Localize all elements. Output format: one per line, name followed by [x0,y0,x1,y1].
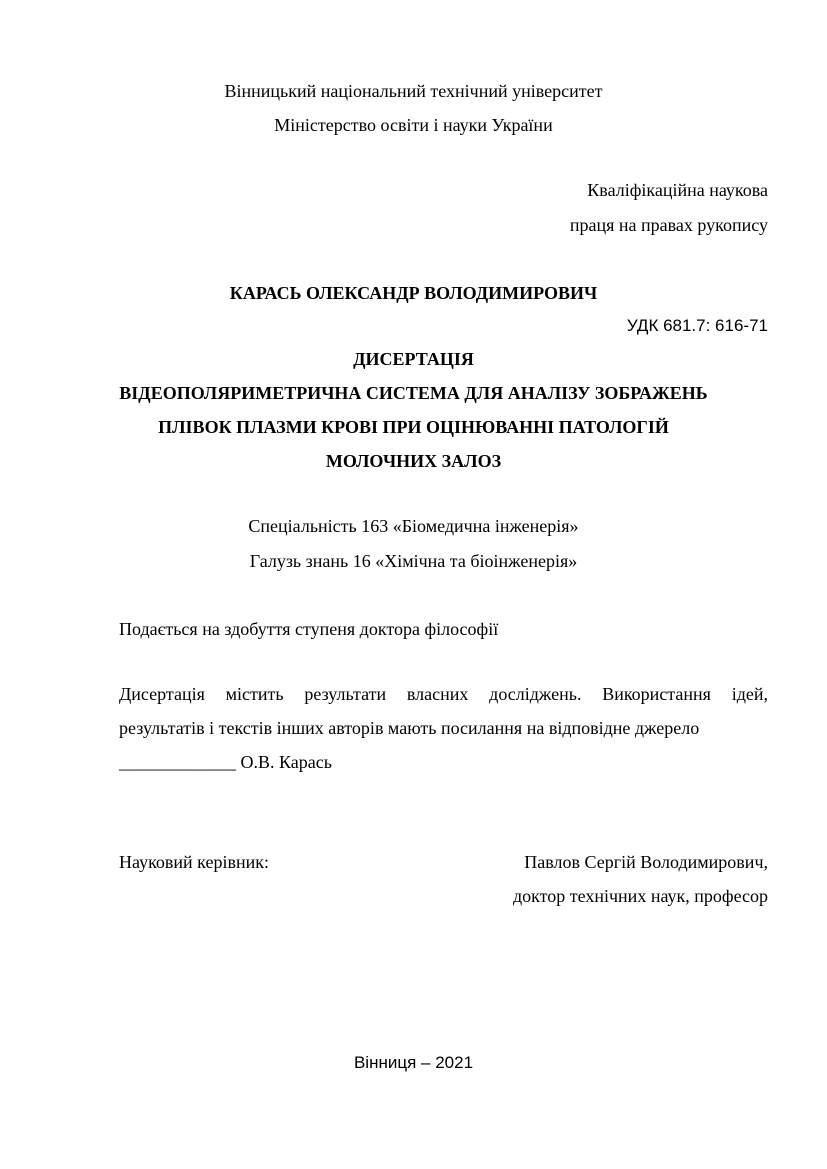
ministry-name: Міністерство освіти і науки України [274,115,553,135]
title-line-1: ВІДЕОПОЛЯРИМЕТРИЧНА СИСТЕМА ДЛЯ АНАЛІЗУ ЗОБРАЖЕНЬ [119,383,708,403]
city-year: Вінниця – 2021 [353,1053,474,1072]
declaration-line1: Дисертація містить результати власних досліджень. Використання ідей, [119,684,768,704]
specialty: Спеціальність 163 «Біомедична інженерія» [248,516,579,536]
field-of-knowledge: Галузь знань 16 «Хімічна та біоінженерія» [249,551,578,571]
supervisor-title: доктор технічних наук, професор [512,886,768,906]
manuscript-note-line1: Кваліфікаційна наукова [587,180,768,200]
degree-statement: Подається на здобуття ступеня доктора філософії [119,619,499,639]
udc-code: УДК 681.7: 616-71 [626,316,768,335]
author-name: КАРАСЬ ОЛЕКСАНДР ВОЛОДИМИРОВИЧ [229,283,598,303]
author-signature: _____________ О.В. Карась [119,752,332,772]
declaration-line2: результатів і текстів інших авторів мають посилання на відповідне джерело [119,718,700,738]
manuscript-note-line2: праця на правах рукопису [569,215,768,235]
supervisor-label: Науковий керівник: [119,852,269,872]
university-name: Вінницький національний технічний університет [224,81,603,101]
title-line-2: ПЛІВОК ПЛАЗМИ КРОВІ ПРИ ОЦІНЮВАННІ ПАТОЛОГІЙ [158,417,669,437]
supervisor-name: Павлов Сергій Володимирович, [524,852,768,872]
document-type: ДИСЕРТАЦІЯ [353,349,474,369]
title-line-3: МОЛОЧНИХ ЗАЛОЗ [325,451,502,471]
